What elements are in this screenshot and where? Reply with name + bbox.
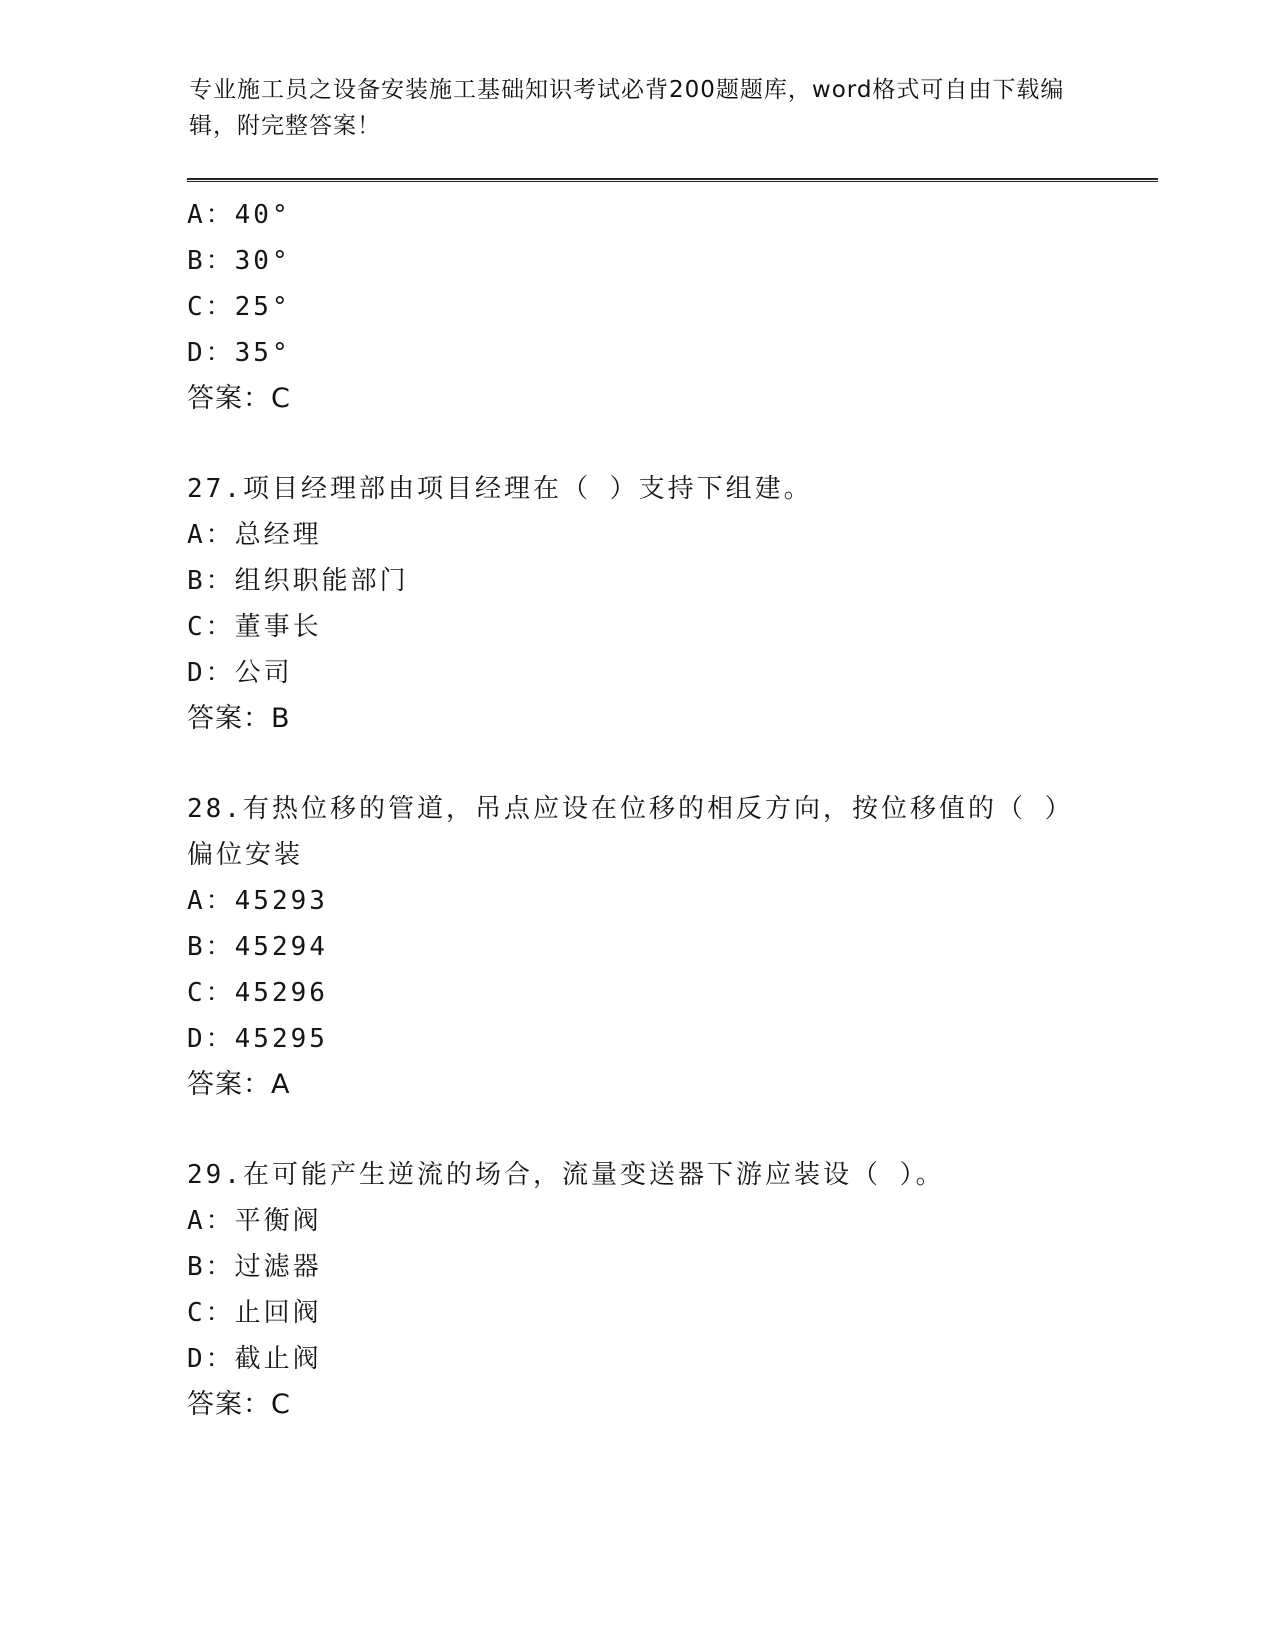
answer-line: 答案：A [187,1069,291,1100]
question-text-line-1: 28.有热位移的管道，吊点应设在位移的相反方向，按位移值的（ ） [187,794,1074,824]
option-d: D：45295 [187,1024,328,1054]
answer-line: 答案：C [187,1389,291,1420]
header-divider [187,178,1158,182]
option-b: B：组织职能部门 [187,566,409,596]
question-28-block [187,786,1147,1108]
option-d: D：公司 [187,658,293,688]
question-27-block [187,466,1147,742]
option-a: A：40° [187,200,291,230]
option-b: B：过滤器 [187,1252,322,1282]
document-header: 专业施工员之设备安装施工基础知识考试必背200题题库，word格式可自由下载编辑，附完整答案！ [189,77,1065,139]
option-b: B：30° [187,246,291,276]
option-c: C：45296 [187,978,328,1008]
question-29-block [187,1152,1147,1428]
option-d: D：35° [187,338,291,368]
option-c: C：25° [187,292,291,322]
option-a: A：45293 [187,886,328,916]
option-a: A：平衡阀 [187,1206,322,1236]
option-c: C：董事长 [187,612,322,642]
document-body [187,192,1147,1428]
option-c: C：止回阀 [187,1298,322,1328]
option-b: B：45294 [187,932,328,962]
question-text-line-2: 偏位安装 [187,840,304,870]
option-d: D：截止阀 [187,1344,322,1374]
answer-line: 答案：C [187,383,291,414]
question-text: 29.在可能产生逆流的场合，流量变送器下游应装设（ ）。 [187,1160,945,1190]
answer-line: 答案：B [187,703,291,734]
question-26-block [187,192,1147,422]
option-a: A：总经理 [187,520,322,550]
question-text: 27.项目经理部由项目经理在（ ）支持下组建。 [187,474,813,504]
